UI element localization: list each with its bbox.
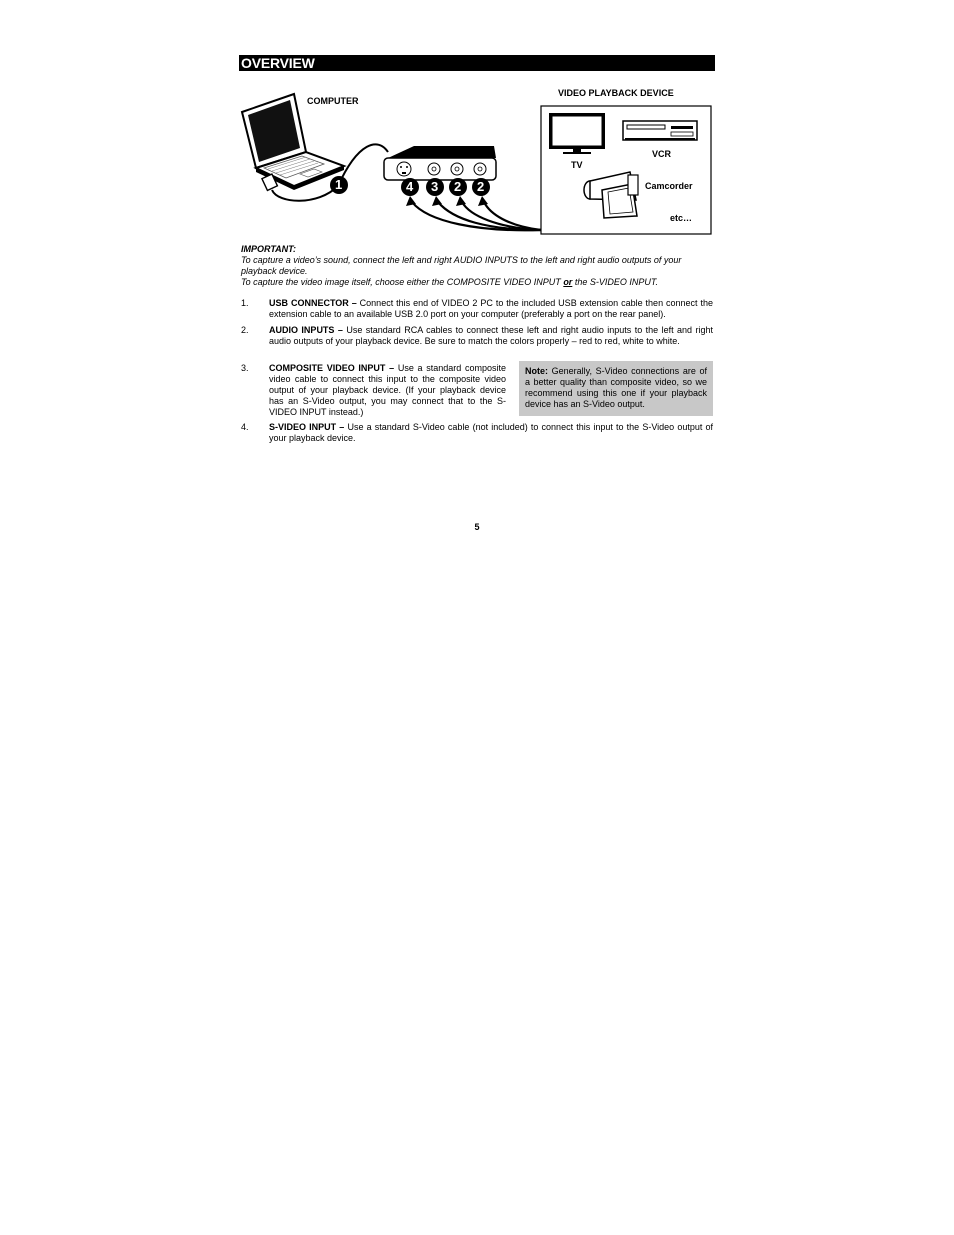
- section-title: OVERVIEW: [239, 55, 715, 71]
- item-text: Connect this end of VIDEO 2 PC to the included USB extension cable then connect the extension cable to an available USB 2.0 port on your computer (preferably a port on the rear panel).: [269, 298, 713, 319]
- item-title: AUDIO INPUTS –: [269, 325, 343, 335]
- etc-label: etc…: [670, 213, 693, 223]
- important-line-2-end: the S-VIDEO INPUT.: [572, 277, 659, 287]
- vcr-icon: [623, 121, 697, 140]
- item-body: [269, 363, 506, 418]
- laptop-icon: [242, 94, 344, 190]
- item-title: USB CONNECTOR –: [269, 298, 357, 308]
- note-label: Note:: [525, 366, 548, 376]
- tv-icon: [549, 113, 605, 154]
- vcr-label: VCR: [652, 149, 672, 159]
- important-or: or: [563, 277, 573, 287]
- item-number: 1.: [241, 298, 249, 308]
- diagram-illustration: [238, 82, 716, 242]
- computer-label: COMPUTER: [307, 96, 359, 106]
- important-line-1: To capture a video’s sound, connect the left and right AUDIO INPUTS to the left and right audio outputs of your playback device.: [241, 255, 682, 276]
- item-body: [269, 325, 713, 347]
- important-line-2-start: To capture the video image itself, choose either the COMPOSITE VIDEO INPUT: [241, 277, 564, 287]
- item-body: [269, 422, 713, 444]
- page-number: 5: [474, 522, 480, 532]
- callout-1: 1: [335, 177, 343, 192]
- item-text: Use standard RCA cables to connect these left and right audio inputs to the left and right audio outputs of your playback device. Be sure to match the colors properly – red to red, white to white.: [269, 325, 714, 346]
- item-number: 3.: [241, 363, 249, 373]
- callout-4: 4: [406, 179, 414, 194]
- item-number: 2.: [241, 325, 249, 335]
- playback-device-label: VIDEO PLAYBACK DEVICE: [558, 88, 674, 98]
- list-item-s-video: [241, 422, 715, 444]
- item-text: Use a standard composite video cable to connect this input to the composite video output of your playback device. (If your playback device has an S-Video output, you may connect that to the S-VIDEO INPUT instead.): [269, 363, 506, 417]
- camcorder-label: Camcorder: [645, 181, 693, 191]
- callout-3: 3: [431, 179, 439, 194]
- item-title: S-VIDEO INPUT –: [269, 422, 345, 432]
- note-text: Generally, S-Video connections are of a better quality than composite video, so we recommend using this one if your playback device has an S-Video output.: [525, 366, 707, 409]
- item-text: Use a standard S-Video cable (not included) to connect this input to the S-Video output of your playback device.: [269, 422, 714, 443]
- note-box: [519, 361, 713, 416]
- important-notice: [241, 244, 715, 288]
- callout-2-left: 2: [454, 179, 462, 194]
- video2pc-device: [384, 146, 496, 180]
- item-body: [269, 298, 713, 320]
- item-title: COMPOSITE VIDEO INPUT –: [269, 363, 395, 373]
- important-line-2: [241, 277, 715, 288]
- tv-label: TV: [571, 160, 583, 170]
- callout-2-right: 2: [477, 179, 485, 194]
- item-number: 4.: [241, 422, 249, 432]
- list-item-composite-video: [241, 363, 511, 418]
- list-item-audio-inputs: [241, 325, 715, 358]
- connection-diagram: [238, 82, 716, 242]
- list-item-usb-connector: [241, 298, 715, 320]
- important-heading: IMPORTANT:: [241, 244, 296, 254]
